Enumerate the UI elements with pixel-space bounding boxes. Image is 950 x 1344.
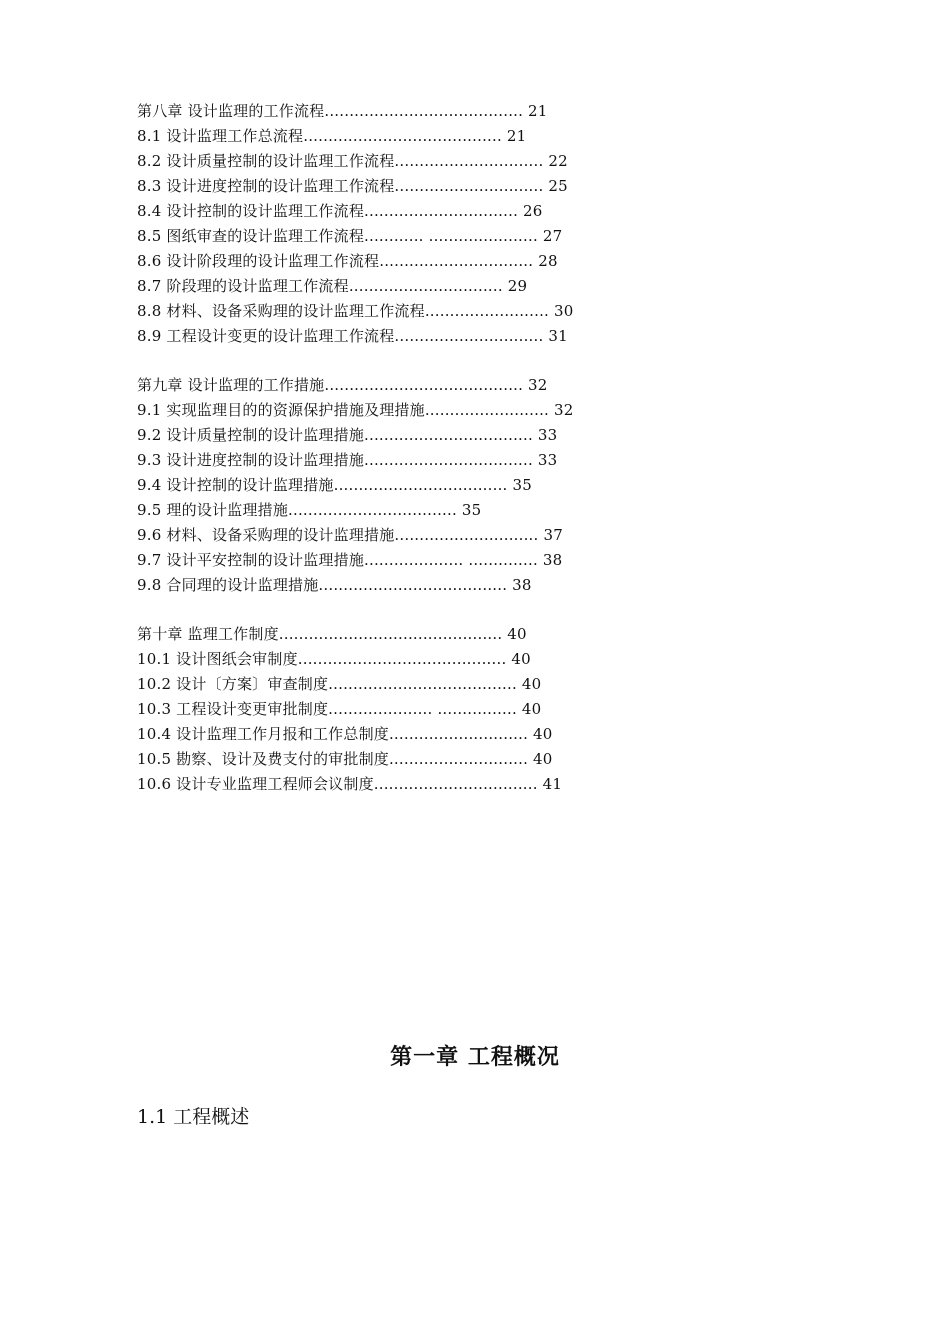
toc-entry: 8.6 设计阶段理的设计监理工作流程............................... 28: [137, 252, 558, 270]
toc-entry: 9.7 设计平安控制的设计监理措施.................... .............. 38: [137, 551, 563, 569]
toc-entry: 10.1 设计图纸会审制度.......................................... 40: [137, 650, 531, 668]
toc-entry: 10.2 设计〔方案〕审查制度...................................... 40: [137, 675, 542, 693]
toc-entry: 9.8 合同理的设计监理措施...................................... 38: [137, 576, 532, 594]
toc-entry: 10.4 设计监理工作月报和工作总制度............................ 40: [137, 725, 553, 743]
toc-entry: 9.2 设计质量控制的设计监理措施.................................. 33: [137, 426, 558, 444]
toc-entry: 9.5 理的设计监理措施.................................. 35: [137, 501, 482, 519]
toc-entry: 9.1 实现监理目的的资源保护措施及理措施......................... 32: [137, 401, 574, 419]
toc-entry: 8.7 阶段理的设计监理工作流程............................... 29: [137, 277, 528, 295]
chapter-title: 第一章 工程概况: [390, 1045, 560, 1070]
toc-entry: 第十章 监理工作制度............................................. 40: [137, 625, 527, 643]
toc-entry: 8.8 材料、设备采购理的设计监理工作流程......................... 30: [137, 302, 574, 320]
toc-chapter-9: [137, 373, 817, 598]
toc-entry: 9.3 设计进度控制的设计监理措施.................................. 33: [137, 451, 558, 469]
toc-entry: 8.1 设计监理工作总流程........................................ 21: [137, 127, 527, 145]
toc-chapter-10: [137, 622, 817, 797]
toc-entry: 第八章 设计监理的工作流程........................................ 21: [137, 102, 548, 120]
toc-entry: 8.5 图纸审查的设计监理工作流程............ ...................... 27: [137, 227, 563, 245]
toc-entry: 9.4 设计控制的设计监理措施................................... 35: [137, 476, 532, 494]
toc-entry: 10.6 设计专业监理工程师会议制度................................. 41: [137, 775, 563, 793]
section-heading: 1.1 工程概述: [137, 1106, 250, 1128]
toc-entry: 10.5 勘察、设计及费支付的审批制度............................ 40: [137, 750, 553, 768]
toc-entry: 8.2 设计质量控制的设计监理工作流程.............................. 22: [137, 152, 568, 170]
toc-chapter-8: [137, 99, 817, 349]
toc-entry: 8.4 设计控制的设计监理工作流程............................... 26: [137, 202, 543, 220]
toc-entry: 10.3 工程设计变更审批制度..................... ................ 40: [137, 700, 542, 718]
toc-entry: 8.9 工程设计变更的设计监理工作流程.............................. 31: [137, 327, 568, 345]
toc-entry: 9.6 材料、设备采购理的设计监理措施............................. 37: [137, 526, 563, 544]
toc-entry: 8.3 设计进度控制的设计监理工作流程.............................. 25: [137, 177, 568, 195]
toc-entry: 第九章 设计监理的工作措施........................................ 32: [137, 376, 548, 394]
